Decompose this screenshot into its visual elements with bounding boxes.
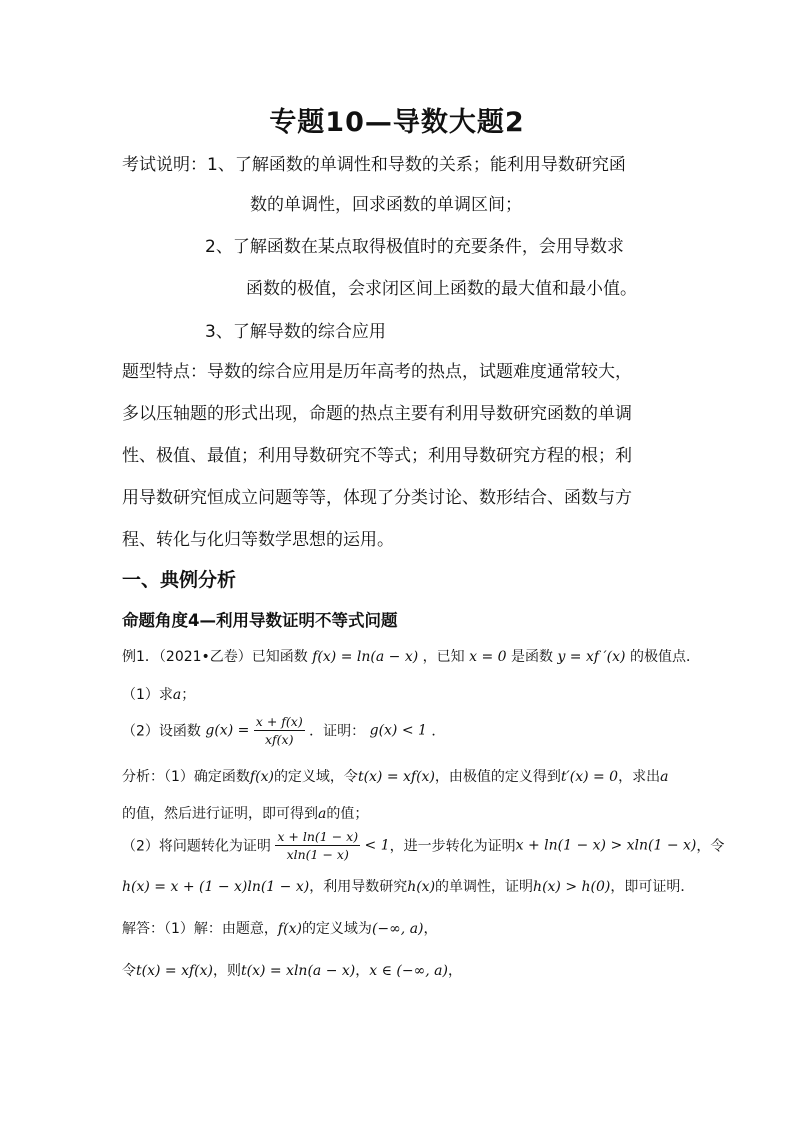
- math-expression: g(x) < 1: [369, 722, 427, 739]
- math-expression: < 1: [364, 837, 390, 854]
- math-expression: h(x): [407, 879, 436, 895]
- math-expression: x ∈ (−∞, a): [369, 963, 448, 979]
- math-expression: h(x) = x + (1 − x)ln(1 − x): [122, 879, 310, 895]
- features-line-2: 多以压轴题的形式出现，命题的热点主要有利用导数研究函数的单调: [122, 404, 632, 424]
- math-expression: f(x): [249, 769, 274, 785]
- example-intro: 例1．（2021•乙卷）已知函数 f(x) = ln(a − x) ，已知 x = 0 是函数 y = xf ′(x) 的极值点．: [122, 649, 700, 665]
- math-expression: t′(x) = 0: [560, 769, 619, 785]
- features-line-1: 题型特点：导数的综合应用是历年高考的热点，试题难度通常较大，: [122, 362, 632, 382]
- math-expression: f(x) = ln(a − x): [312, 649, 419, 665]
- math-expression: t(x) = xf(x): [357, 769, 435, 785]
- math-expression: h(x) > h(0): [533, 879, 611, 895]
- fraction: $\frac{x + f(x)}{xf(x)}$: [255, 714, 303, 747]
- exam-note-line-4: 函数的极值，会求闭区间上函数的最大值和最小值。: [246, 279, 637, 299]
- question-2: （2）设函数 g(x) = $\frac{x + f(x)}{xf(x)}$ ．证明： g(x) < 1 ．: [122, 714, 446, 747]
- math-expression: t(x) = xf(x): [136, 963, 213, 979]
- math-expression: a: [172, 687, 182, 703]
- math-expression: x = 0: [469, 649, 507, 665]
- fraction: $\frac{x + \ln(1 - x)}{xln(1 - x)}$: [277, 829, 359, 862]
- analysis-line-2: 的值，然后进行证明，即可得到a的值；: [122, 806, 369, 822]
- exam-note-line-1: 考试说明：1、了解函数的单调性和导数的关系；能利用导数研究函: [122, 155, 626, 175]
- math-expression: g(x) =: [205, 722, 250, 739]
- solution-line-2: 令t(x) = xf(x)，则t(x) = xln(a − x)，x ∈ (−∞, a)，: [122, 963, 462, 979]
- features-line-3: 性、极值、最值；利用导数研究不等式；利用导数研究方程的根；利: [122, 446, 632, 466]
- math-expression: f(x): [277, 921, 302, 937]
- math-expression: a: [660, 769, 669, 785]
- math-expression: t(x) = xln(a − x): [240, 963, 356, 979]
- analysis-line-3: （2）将问题转化为证明 $\frac{x + \ln(1 - x)}{xln(1 - x)}$ < 1，进一步转化为证明x + ln(1 − x) > xln(1 − x)，令: [122, 829, 725, 862]
- exam-note-line-5: 3、了解导数的综合应用: [205, 322, 386, 342]
- features-line-4: 用导数研究恒成立问题等等，体现了分类讨论、数形结合、函数与方: [122, 488, 632, 508]
- solution-line-1: 解答：（1）解：由题意，f(x)的定义域为(−∞, a)，: [122, 921, 438, 937]
- sub-heading: 命题角度4—利用导数证明不等式问题: [122, 611, 398, 630]
- math-expression: y = xf ′(x): [557, 649, 626, 665]
- section-heading: 一、典例分析: [122, 569, 237, 591]
- math-expression: (−∞, a): [371, 921, 424, 937]
- features-line-5: 程、转化与化归等数学思想的运用。: [122, 530, 394, 550]
- exam-note-line-3: 2、了解函数在某点取得极值时的充要条件，会用导数求: [205, 237, 624, 257]
- math-expression: x + ln(1 − x) > xln(1 − x): [515, 837, 697, 854]
- question-1: （1）求a；: [122, 687, 196, 703]
- exam-note-line-2: 数的单调性，回求函数的单调区间；: [250, 195, 522, 215]
- analysis-line-4: h(x) = x + (1 − x)ln(1 − x)，利用导数研究h(x)的单调性，证明h(x) > h(0)，即可证明．: [122, 879, 695, 895]
- page-title: 专题10—导数大题2: [269, 107, 525, 138]
- analysis-line-1: 分析：（1）确定函数f(x)的定义域，令t(x) = xf(x)，由极值的定义得到t′(x) = 0，求出a: [122, 769, 669, 785]
- math-expression: a: [318, 806, 327, 822]
